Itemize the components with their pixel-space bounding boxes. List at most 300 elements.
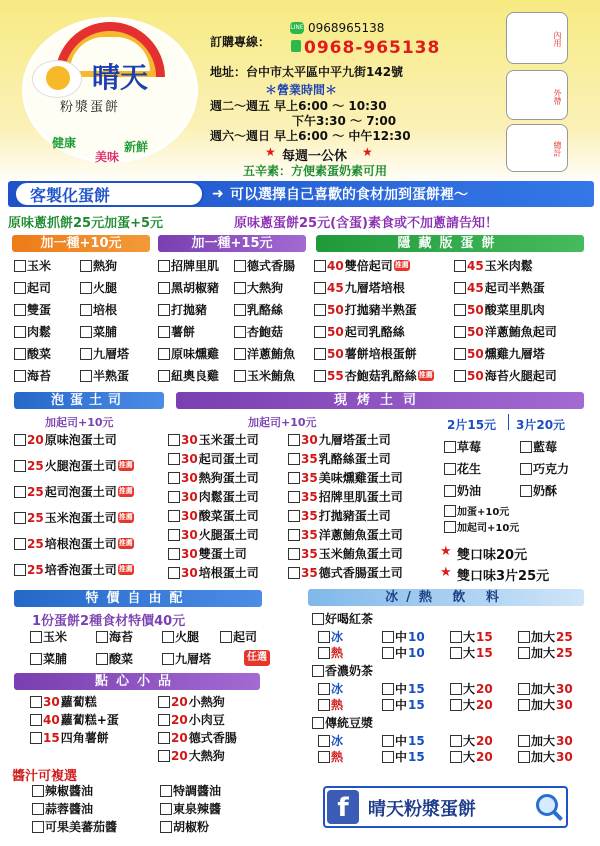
toast-item[interactable] xyxy=(288,488,403,505)
note-dine-in[interactable] xyxy=(506,12,568,64)
checkbox[interactable] xyxy=(450,751,462,763)
special-item[interactable] xyxy=(162,628,199,645)
hidden-title: 隱藏版蛋餅 xyxy=(316,235,584,252)
toast-item[interactable] xyxy=(288,431,391,448)
drink-size-xl[interactable] xyxy=(518,644,573,661)
menu-item-label: 培根 xyxy=(93,303,118,317)
size-label: 中 xyxy=(395,630,408,644)
checkbox[interactable] xyxy=(520,485,532,497)
checkbox[interactable] xyxy=(158,370,170,382)
menu-item[interactable] xyxy=(234,323,283,340)
menu-item-label: 乳酪絲 xyxy=(247,303,284,317)
hidden-item[interactable] xyxy=(314,301,417,318)
checkbox[interactable] xyxy=(96,631,108,643)
menu-item-label: 雙倍起司 xyxy=(344,259,393,273)
checkbox[interactable] xyxy=(14,304,26,316)
snack-item[interactable] xyxy=(30,729,109,746)
recommend-badge: 推薦 xyxy=(418,371,433,379)
checkbox[interactable] xyxy=(454,282,466,294)
price: 10 xyxy=(408,629,425,644)
drink-size-m[interactable] xyxy=(382,696,425,713)
checkbox[interactable] xyxy=(30,732,42,744)
special-item[interactable] xyxy=(30,628,67,645)
checkbox[interactable] xyxy=(314,348,326,360)
checkbox[interactable] xyxy=(158,326,170,338)
checkbox[interactable] xyxy=(30,714,42,726)
snack-item[interactable] xyxy=(158,711,225,728)
checkbox[interactable] xyxy=(158,732,170,744)
menu-item[interactable] xyxy=(80,279,117,296)
special-desc: 1份蛋餅2種食材特價40元 xyxy=(32,614,186,629)
checkbox[interactable] xyxy=(288,529,300,541)
drink-temp[interactable] xyxy=(318,748,343,765)
sauce-item[interactable] xyxy=(160,818,209,835)
checkbox[interactable] xyxy=(158,282,170,294)
menu-item[interactable] xyxy=(80,345,129,362)
sauce-title: 醬汁可複選 xyxy=(12,769,78,784)
sauce-item[interactable] xyxy=(160,782,221,799)
checkbox[interactable] xyxy=(312,613,324,625)
size-label: 加大 xyxy=(531,734,556,748)
hidden-item[interactable] xyxy=(454,257,533,274)
menu-item[interactable] xyxy=(158,367,219,384)
checkbox[interactable] xyxy=(314,326,326,338)
drink-temp[interactable] xyxy=(318,680,343,697)
checkbox[interactable] xyxy=(312,717,324,729)
checkbox[interactable] xyxy=(80,370,92,382)
checkbox[interactable] xyxy=(314,370,326,382)
checkbox[interactable] xyxy=(454,370,466,382)
menu-item-label: 酸菜里肌肉 xyxy=(484,303,545,317)
checkbox[interactable] xyxy=(30,696,42,708)
paocai-add: 加起司+10元 xyxy=(45,416,114,429)
drink-temp[interactable] xyxy=(318,644,343,661)
jam-double-1: 雙口味20元 xyxy=(457,548,528,563)
drink-temp[interactable] xyxy=(318,696,343,713)
checkbox[interactable] xyxy=(518,647,530,659)
menu-item[interactable] xyxy=(158,345,219,362)
menu-item-label: 打拋豬半熟蛋 xyxy=(344,303,417,317)
checkbox[interactable] xyxy=(318,699,330,711)
hidden-item[interactable] xyxy=(454,279,545,296)
star-icon: ★ xyxy=(362,145,373,159)
menu-item[interactable] xyxy=(14,367,51,384)
custom-title: 客製化蛋餅 xyxy=(30,186,111,205)
menu-item[interactable] xyxy=(234,279,283,296)
menu-item[interactable] xyxy=(234,345,295,362)
checkbox[interactable] xyxy=(288,548,300,560)
menu-item[interactable] xyxy=(158,323,195,340)
checkbox[interactable] xyxy=(450,631,462,643)
sauce-item[interactable] xyxy=(32,818,117,835)
hidden-item[interactable] xyxy=(454,345,545,362)
checkbox[interactable] xyxy=(14,434,26,446)
special-item[interactable] xyxy=(30,650,67,667)
special-item[interactable] xyxy=(220,628,257,645)
menu-item-label: 杏鮑菇 xyxy=(247,325,284,339)
checkbox[interactable] xyxy=(14,348,26,360)
jam-add-cheese[interactable] xyxy=(444,519,519,534)
menu-item[interactable] xyxy=(14,257,51,274)
recommend-badge: 推薦 xyxy=(394,261,409,269)
checkbox[interactable] xyxy=(234,282,246,294)
price: 30 xyxy=(181,546,198,561)
toast-item[interactable] xyxy=(168,564,259,581)
toast-item[interactable] xyxy=(288,545,403,562)
jam-item[interactable] xyxy=(444,460,481,477)
menu-item-label: 打拋豬蛋土司 xyxy=(318,509,391,523)
hidden-item[interactable] xyxy=(314,279,405,296)
price: 50 xyxy=(327,346,344,361)
checkbox[interactable] xyxy=(318,647,330,659)
checkbox[interactable] xyxy=(158,348,170,360)
menu-item-label: 海苔 xyxy=(109,630,134,644)
drink-size-m[interactable] xyxy=(382,628,425,645)
jam-price-2: 2片15元 xyxy=(447,418,497,432)
price: 35 xyxy=(301,451,318,466)
menu-item[interactable] xyxy=(158,257,219,274)
special-item[interactable] xyxy=(162,650,211,667)
checkbox[interactable] xyxy=(168,529,180,541)
menu-item[interactable] xyxy=(14,301,51,318)
drink-name[interactable] xyxy=(312,610,373,627)
menu-item-label: 起司乳酪絲 xyxy=(344,325,405,339)
checkbox[interactable] xyxy=(30,631,42,643)
checkbox[interactable] xyxy=(80,326,92,338)
checkbox[interactable] xyxy=(518,735,530,747)
menu-item-label: 九層塔 xyxy=(175,652,212,666)
menu-item-label: 起司 xyxy=(27,281,52,295)
checkbox[interactable] xyxy=(312,665,324,677)
checkbox[interactable] xyxy=(168,434,180,446)
checkbox[interactable] xyxy=(80,304,92,316)
checkbox[interactable] xyxy=(14,538,26,550)
snack-item[interactable] xyxy=(158,729,237,746)
checkbox[interactable] xyxy=(288,472,300,484)
checkbox[interactable] xyxy=(518,683,530,695)
jam-add-egg-label: 加蛋+10元 xyxy=(457,507,510,518)
menu-item[interactable] xyxy=(80,323,117,340)
menu-item-label: 美味燻雞蛋土司 xyxy=(318,471,403,485)
checkbox[interactable] xyxy=(14,370,26,382)
checkbox[interactable] xyxy=(444,485,456,497)
drink-size-xl[interactable] xyxy=(518,696,573,713)
price: 30 xyxy=(181,565,198,580)
drink-size-xl[interactable] xyxy=(518,680,573,697)
add15-title: 加一種+15元 xyxy=(158,235,306,252)
note-takeout[interactable] xyxy=(506,70,568,120)
menu-item[interactable] xyxy=(14,345,51,362)
drink-name: 傳統豆漿 xyxy=(325,716,374,730)
toast-item[interactable] xyxy=(288,450,391,467)
price: 30 xyxy=(181,470,198,485)
checkbox[interactable] xyxy=(14,512,26,524)
checkbox[interactable] xyxy=(32,785,44,797)
menu-item[interactable] xyxy=(80,301,117,318)
checkbox[interactable] xyxy=(314,304,326,316)
menu-item[interactable] xyxy=(80,257,117,274)
menu-item-label: 薯餅培根蛋餅 xyxy=(344,347,417,361)
toast-item[interactable] xyxy=(288,526,403,543)
checkbox[interactable] xyxy=(168,567,180,579)
checkbox[interactable] xyxy=(158,304,170,316)
toast-item[interactable] xyxy=(168,526,259,543)
hidden-item[interactable] xyxy=(454,301,545,318)
sauce-item[interactable] xyxy=(160,800,221,817)
checkbox[interactable] xyxy=(288,567,300,579)
checkbox[interactable] xyxy=(444,505,456,517)
drink-size-xl[interactable] xyxy=(518,732,573,749)
price: 40 xyxy=(43,712,60,727)
note-dine-in-label: 內用 xyxy=(553,31,562,47)
toast-item[interactable] xyxy=(288,564,403,581)
checkbox[interactable] xyxy=(318,631,330,643)
checkbox[interactable] xyxy=(158,260,170,272)
sauce-item[interactable] xyxy=(32,800,93,817)
toast-item[interactable] xyxy=(168,450,259,467)
toast-item[interactable] xyxy=(288,469,403,486)
jam-item[interactable] xyxy=(520,482,557,499)
price: 30 xyxy=(301,432,318,447)
drink-size-m[interactable] xyxy=(382,732,425,749)
checkbox[interactable] xyxy=(162,631,174,643)
menu-item[interactable] xyxy=(234,257,295,274)
checkbox[interactable] xyxy=(450,683,462,695)
menu-item-label: 蘿蔔糕+蛋 xyxy=(60,713,119,727)
temp-label: 熱 xyxy=(331,646,344,660)
checkbox[interactable] xyxy=(168,510,180,522)
hidden-item[interactable] xyxy=(314,367,434,384)
toast-item[interactable] xyxy=(168,488,259,505)
toast-item[interactable] xyxy=(168,507,259,524)
drink-size-l[interactable] xyxy=(450,732,493,749)
drink-size-xl[interactable] xyxy=(518,748,573,765)
hours-weekday-morning: 週二～週五 早上6:00 ～ 10:30 xyxy=(210,99,387,113)
checkbox[interactable] xyxy=(520,463,532,475)
checkbox[interactable] xyxy=(168,548,180,560)
menu-item-label: 蒜蓉醬油 xyxy=(45,802,94,816)
paocai-item[interactable] xyxy=(14,509,134,526)
price: 50 xyxy=(467,346,484,361)
checkbox[interactable] xyxy=(158,750,170,762)
checkbox[interactable] xyxy=(450,647,462,659)
drink-size-m[interactable] xyxy=(382,748,425,765)
line-phone: 0968965138 xyxy=(308,21,385,35)
drink-name[interactable] xyxy=(312,714,373,731)
checkbox[interactable] xyxy=(318,735,330,747)
checkbox[interactable] xyxy=(168,453,180,465)
snack-item[interactable] xyxy=(158,747,225,764)
checkbox[interactable] xyxy=(80,282,92,294)
checkbox[interactable] xyxy=(314,282,326,294)
menu-item-label: 培香泡蛋土司 xyxy=(44,563,117,577)
phone-icon xyxy=(291,40,301,52)
checkbox[interactable] xyxy=(80,348,92,360)
size-label: 大 xyxy=(463,698,476,712)
checkbox[interactable] xyxy=(30,653,42,665)
checkbox[interactable] xyxy=(234,326,246,338)
checkbox[interactable] xyxy=(518,631,530,643)
hidden-item[interactable] xyxy=(454,323,557,340)
checkbox[interactable] xyxy=(454,348,466,360)
checkbox[interactable] xyxy=(234,304,246,316)
checkbox[interactable] xyxy=(288,434,300,446)
paocai-item[interactable] xyxy=(14,431,117,448)
checkbox[interactable] xyxy=(168,472,180,484)
checkbox[interactable] xyxy=(444,441,456,453)
checkbox[interactable] xyxy=(14,486,26,498)
custom-desc: 可以選擇自己喜歡的食材加到蛋餅裡～ xyxy=(230,187,468,203)
checkbox[interactable] xyxy=(288,491,300,503)
checkbox[interactable] xyxy=(234,370,246,382)
menu-item-label: 九層塔 xyxy=(93,347,130,361)
checkbox[interactable] xyxy=(160,821,172,833)
checkbox[interactable] xyxy=(450,735,462,747)
checkbox[interactable] xyxy=(382,735,394,747)
snack-item[interactable] xyxy=(158,693,225,710)
jam-item[interactable] xyxy=(520,438,557,455)
price: 15 xyxy=(476,629,493,644)
checkbox[interactable] xyxy=(520,441,532,453)
checkbox[interactable] xyxy=(382,751,394,763)
size-label: 中 xyxy=(395,646,408,660)
price: 30 xyxy=(556,681,573,696)
menu-item[interactable] xyxy=(14,279,51,296)
tag-tasty: 美味 xyxy=(95,150,120,164)
checkbox[interactable] xyxy=(14,282,26,294)
checkbox[interactable] xyxy=(80,260,92,272)
menu-item[interactable] xyxy=(80,367,129,384)
jam-divider xyxy=(508,414,509,430)
checkbox[interactable] xyxy=(162,653,174,665)
price: 35 xyxy=(301,470,318,485)
drink-size-l[interactable] xyxy=(450,644,493,661)
menu-item-label: 玉米 xyxy=(43,630,68,644)
hidden-item[interactable] xyxy=(454,367,557,384)
hidden-item[interactable] xyxy=(314,323,405,340)
size-label: 大 xyxy=(463,734,476,748)
checkbox[interactable] xyxy=(168,491,180,503)
jam-item[interactable] xyxy=(444,482,481,499)
checkbox[interactable] xyxy=(234,260,246,272)
checkbox[interactable] xyxy=(382,631,394,643)
menu-item-label: 紐奧良雞 xyxy=(171,369,220,383)
menu-item[interactable] xyxy=(158,279,219,296)
drink-size-xl[interactable] xyxy=(518,628,573,645)
checkbox[interactable] xyxy=(158,696,170,708)
phone-number[interactable]: 0968-965138 xyxy=(304,38,441,58)
drink-size-m[interactable] xyxy=(382,680,425,697)
snack-item[interactable] xyxy=(30,711,119,728)
menu-item[interactable] xyxy=(158,301,207,318)
paocai-item[interactable] xyxy=(14,483,134,500)
price: 20 xyxy=(476,733,493,748)
special-item[interactable] xyxy=(96,650,133,667)
price: 45 xyxy=(327,280,344,295)
checkbox[interactable] xyxy=(14,260,26,272)
checkbox[interactable] xyxy=(220,631,232,643)
checkbox[interactable] xyxy=(382,647,394,659)
checkbox[interactable] xyxy=(234,348,246,360)
jam-item[interactable] xyxy=(520,460,569,477)
recommend-badge: 推薦 xyxy=(118,513,133,521)
hidden-item[interactable] xyxy=(314,257,410,274)
drink-size-l[interactable] xyxy=(450,748,493,765)
checkbox[interactable] xyxy=(382,683,394,695)
jam-item[interactable] xyxy=(444,438,481,455)
checkbox[interactable] xyxy=(32,821,44,833)
checkbox[interactable] xyxy=(454,260,466,272)
checkbox[interactable] xyxy=(450,699,462,711)
hidden-item[interactable] xyxy=(314,345,417,362)
drink-size-l[interactable] xyxy=(450,628,493,645)
toast-item[interactable] xyxy=(168,469,259,486)
drink-size-l[interactable] xyxy=(450,680,493,697)
checkbox[interactable] xyxy=(96,653,108,665)
checkbox[interactable] xyxy=(160,785,172,797)
menu-item-label: 乳酪絲蛋土司 xyxy=(318,452,391,466)
jam-add-egg[interactable] xyxy=(444,503,509,518)
checkbox[interactable] xyxy=(14,460,26,472)
checkbox[interactable] xyxy=(382,699,394,711)
note-total[interactable] xyxy=(506,124,568,172)
checkbox[interactable] xyxy=(454,304,466,316)
menu-item[interactable] xyxy=(14,323,51,340)
checkbox[interactable] xyxy=(14,564,26,576)
checkbox[interactable] xyxy=(14,326,26,338)
menu-item[interactable] xyxy=(234,367,295,384)
toast-item[interactable] xyxy=(168,431,259,448)
drink-temp[interactable] xyxy=(318,628,343,645)
toast-item[interactable] xyxy=(288,507,391,524)
paocai-item[interactable] xyxy=(14,561,134,578)
menu-item[interactable] xyxy=(234,301,283,318)
checkbox[interactable] xyxy=(288,453,300,465)
price: 15 xyxy=(476,645,493,660)
toast-item[interactable] xyxy=(168,545,247,562)
paocai-item[interactable] xyxy=(14,457,134,474)
drink-size-l[interactable] xyxy=(450,696,493,713)
checkbox[interactable] xyxy=(160,803,172,815)
checkbox[interactable] xyxy=(444,463,456,475)
drink-size-m[interactable] xyxy=(382,644,425,661)
checkbox[interactable] xyxy=(318,683,330,695)
checkbox[interactable] xyxy=(444,521,456,533)
price: 15 xyxy=(408,681,425,696)
drink-name[interactable] xyxy=(312,662,373,679)
checkbox[interactable] xyxy=(318,751,330,763)
price: 15 xyxy=(43,730,60,745)
checkbox[interactable] xyxy=(158,714,170,726)
checkbox[interactable] xyxy=(32,803,44,815)
price: 50 xyxy=(467,368,484,383)
checkbox[interactable] xyxy=(518,751,530,763)
menu-item-label: 原味泡蛋土司 xyxy=(44,433,117,447)
checkbox[interactable] xyxy=(314,260,326,272)
menu-item-label: 東泉辣醬 xyxy=(173,802,222,816)
drink-temp[interactable] xyxy=(318,732,343,749)
size-label: 加大 xyxy=(531,698,556,712)
snack-item[interactable] xyxy=(30,693,97,710)
price: 20 xyxy=(171,712,188,727)
checkbox[interactable] xyxy=(288,510,300,522)
sauce-item[interactable] xyxy=(32,782,93,799)
special-item[interactable] xyxy=(96,628,133,645)
checkbox[interactable] xyxy=(518,699,530,711)
paocai-item[interactable] xyxy=(14,535,134,552)
menu-item-label: 四角薯餅 xyxy=(60,731,109,745)
checkbox[interactable] xyxy=(454,326,466,338)
